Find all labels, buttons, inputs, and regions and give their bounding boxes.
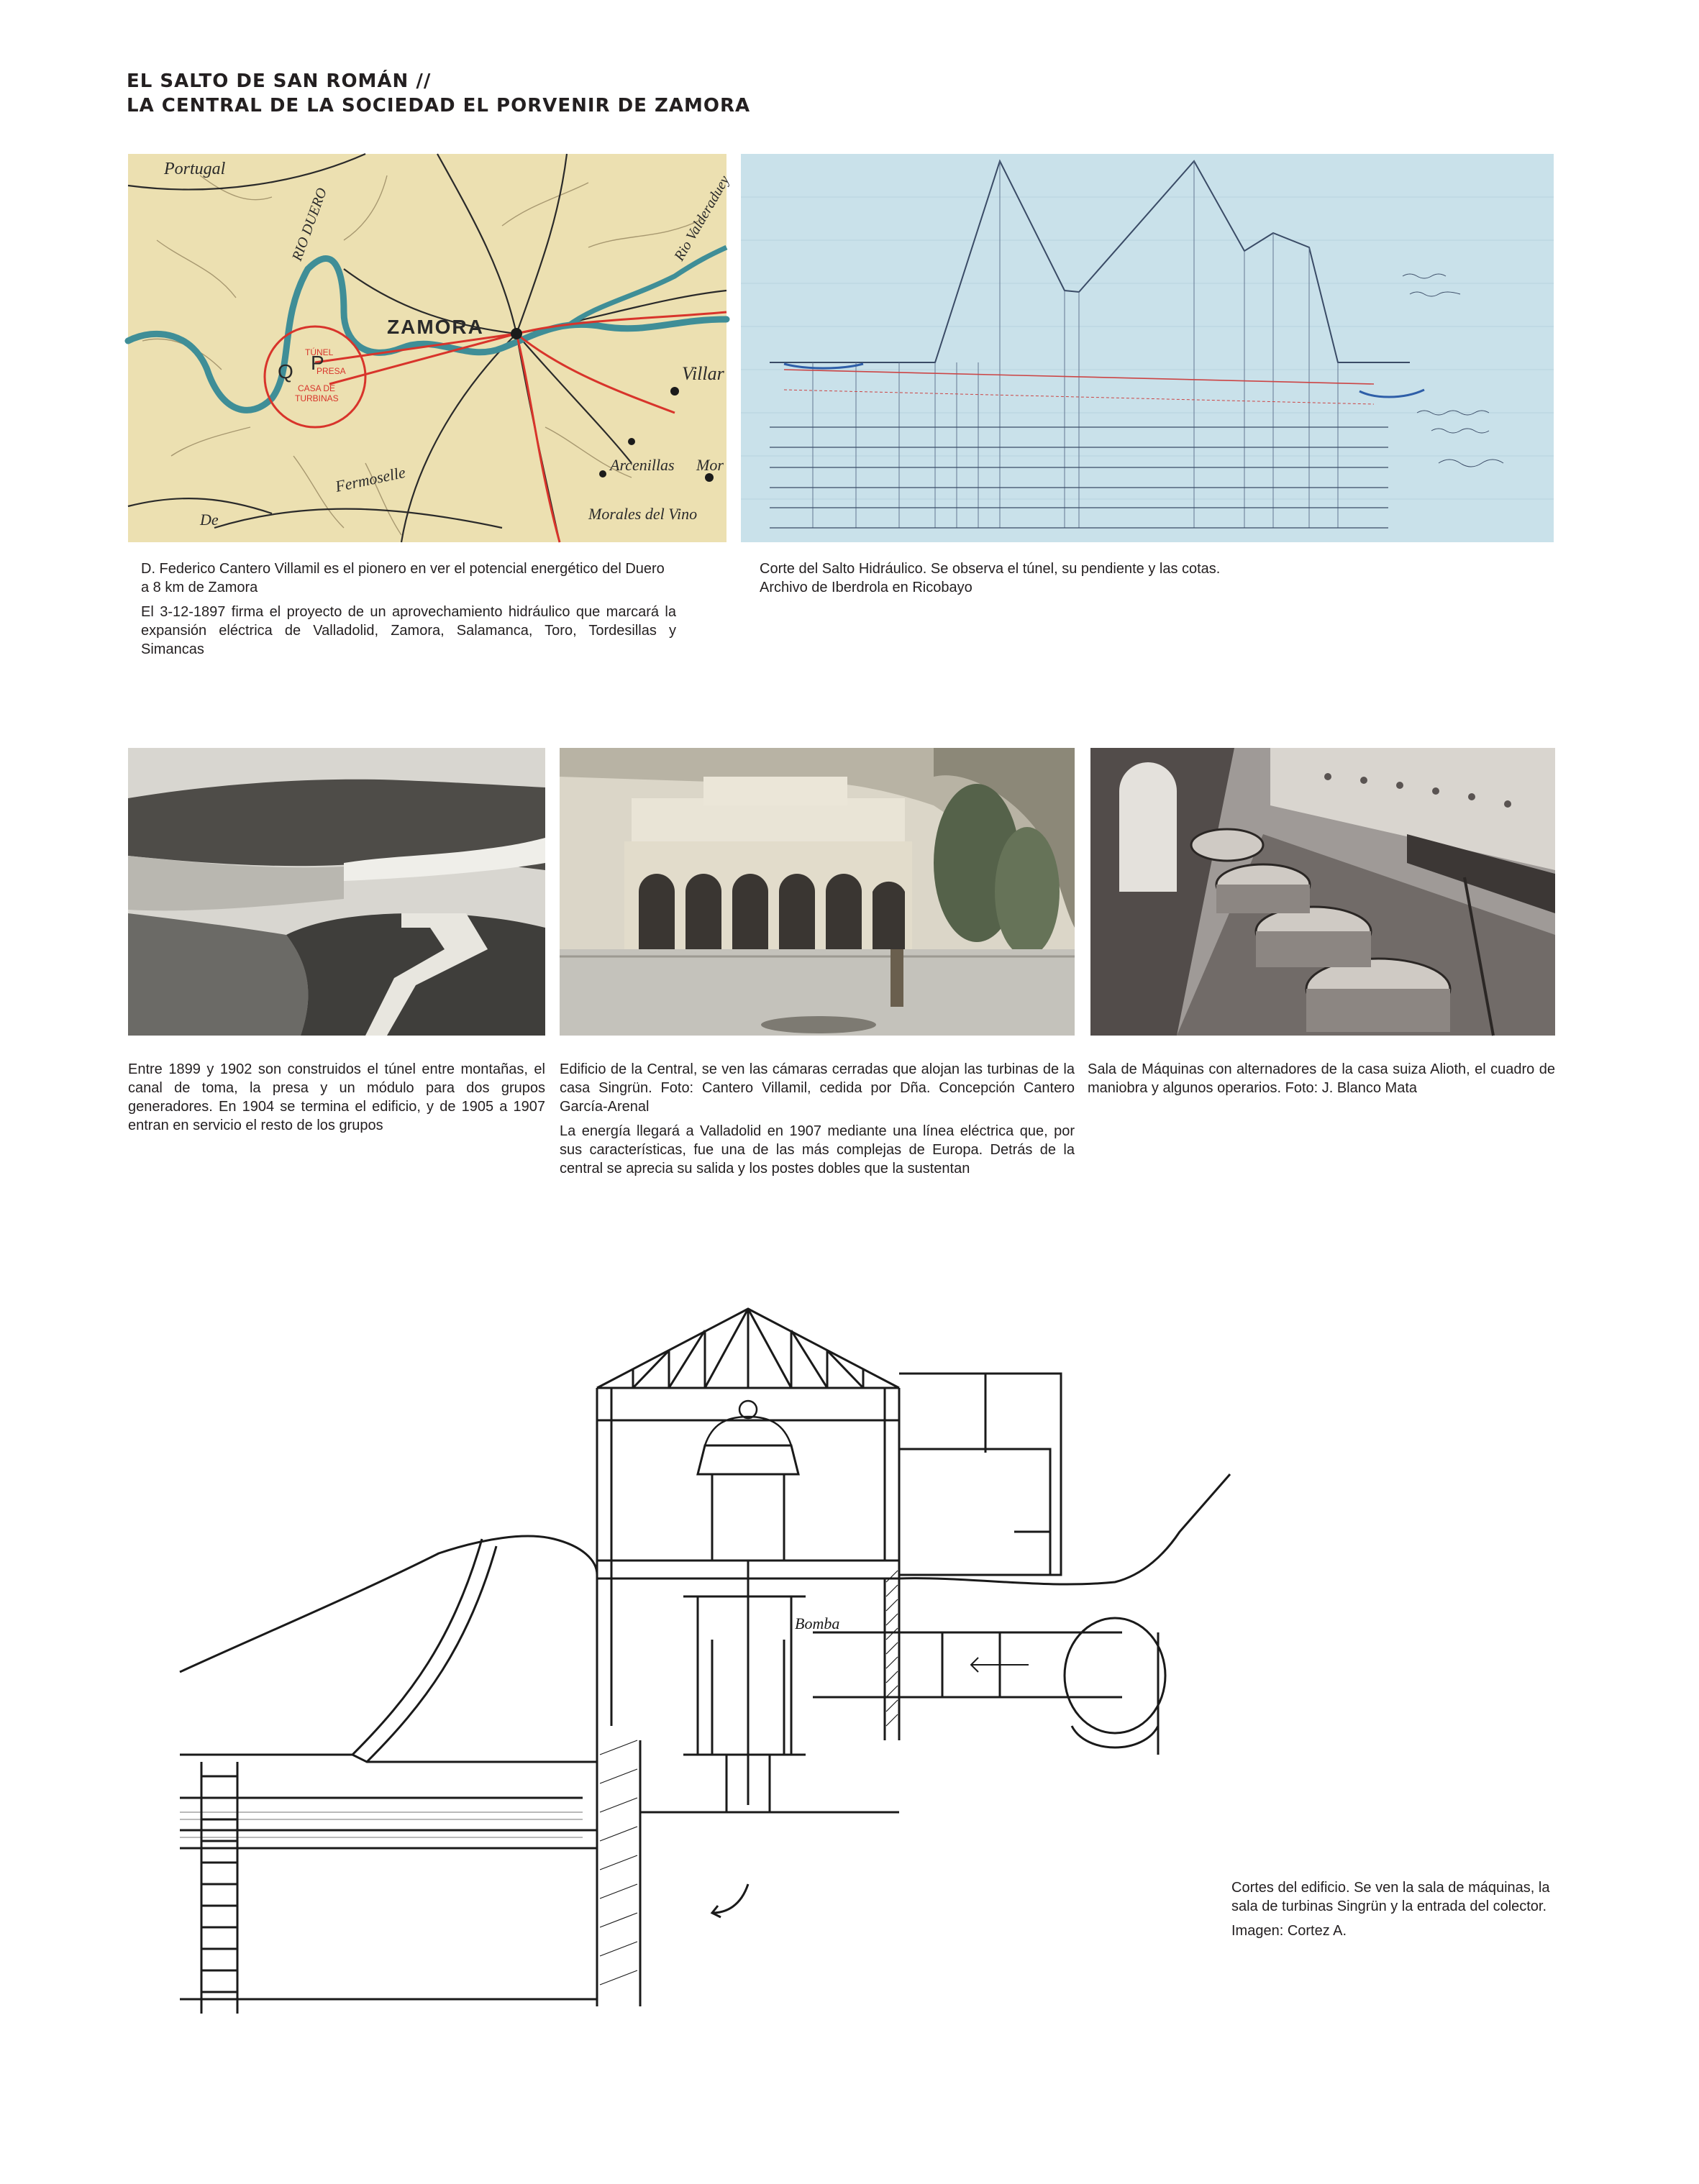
photo-machine-room-caption-p1: Sala de Máquinas con alternadores de la casa suiza Alioth, el cuadro de maniobra y algunos operarios. Foto: J. Blanco Mata xyxy=(1088,1061,1555,1096)
section-label-bomba: Bomba xyxy=(795,1614,840,1632)
blueprint-profile-drawing xyxy=(741,154,1554,542)
map-label-rio-valderaduey: Rio Valderaduey xyxy=(671,173,733,264)
map-label-zamora: ZAMORA xyxy=(387,316,484,338)
map-label-morales: Morales del Vino xyxy=(588,505,698,523)
title-line-2: LA CENTRAL DE LA SOCIEDAD EL PORVENIR DE ZAMORA xyxy=(127,95,751,116)
photo-machine-room-image xyxy=(1090,748,1555,1036)
map-label-villar: Villar xyxy=(682,363,724,384)
photo-canal xyxy=(128,748,545,1036)
map-label-turbinas: TURBINAS xyxy=(295,393,339,403)
map-label-q: Q xyxy=(278,360,293,383)
profile-caption-line1: Corte del Salto Hidráulico. Se observa el túnel, su pendiente y las cotas. xyxy=(760,561,1221,577)
photo-building-image xyxy=(560,748,1075,1036)
building-section-drawing xyxy=(180,1294,1230,2035)
blueprint-profile xyxy=(741,154,1554,542)
map-caption-p1: D. Federico Cantero Villamil es el pionero en ver el potencial energético del Duero a 8 km de Zamora xyxy=(141,561,665,595)
map-caption-p2: El 3-12-1897 firma el proyecto de un aprovechamiento hidráulico que marcará la expansión eléctrica de Valladolid, Zamora, Salamanca, Toro, Tordesillas y Simancas xyxy=(141,604,676,657)
map-label-tunel: TÚNEL xyxy=(305,347,334,357)
map-label-p: P xyxy=(311,352,324,374)
section-caption-p2: Imagen: Cortez A. xyxy=(1231,1923,1347,1939)
photo-canal-image xyxy=(128,748,545,1036)
photo-building-caption xyxy=(560,1060,1075,1184)
map-label-de: De xyxy=(200,511,219,529)
map-label-fermoselle: Fermoselle xyxy=(333,462,407,495)
map-label-casa-de: CASA DE xyxy=(298,383,336,393)
map-label-mor: Mor xyxy=(696,456,724,474)
photo-machine-room-caption xyxy=(1088,1060,1555,1103)
photo-building xyxy=(560,748,1075,1036)
profile-caption-line2: Archivo de Iberdrola en Ricobayo xyxy=(760,580,973,595)
map-label-presa: PRESA xyxy=(316,366,346,376)
historic-map xyxy=(128,154,733,542)
photo-building-caption-p2: La energía llegará a Valladolid en 1907 mediante una línea eléctrica que, por sus características, fue una de las más complejas de Europa. Detrás de la central se aprecia su salida y los postes dobles que la sustentan xyxy=(560,1123,1075,1176)
building-section-svg xyxy=(180,1294,1230,2035)
historic-map-drawing xyxy=(128,154,733,542)
photo-canal-caption xyxy=(128,1060,545,1141)
photo-machine-room xyxy=(1090,748,1555,1036)
title-line-1: EL SALTO DE SAN ROMÁN // xyxy=(127,70,432,92)
map-caption xyxy=(141,559,676,664)
section-caption-p1: Cortes del edificio. Se ven la sala de máquinas, la sala de turbinas Singrün y la entrada del colector. xyxy=(1231,1880,1550,1914)
map-label-arcenillas: Arcenillas xyxy=(610,456,675,474)
profile-caption xyxy=(760,559,1479,597)
map-label-rio-duero: RIO DUERO xyxy=(289,186,330,263)
photo-canal-caption-p1: Entre 1899 y 1902 son construidos el túnel entre montañas, el canal de toma, la presa y un módulo para dos grupos generadores. En 1904 se termina el edificio, y de 1905 a 1907 entran en servicio el resto de los grupos xyxy=(128,1061,545,1133)
photo-building-caption-p1: Edificio de la Central, se ven las cámaras cerradas que alojan las turbinas de la casa Singrün. Foto: Cantero Villamil, cedida por Dña. Concepción Cantero García-Arenal xyxy=(560,1061,1075,1115)
page-title xyxy=(127,69,750,118)
section-caption xyxy=(1231,1878,1562,1940)
map-label-portugal: Portugal xyxy=(164,160,226,178)
